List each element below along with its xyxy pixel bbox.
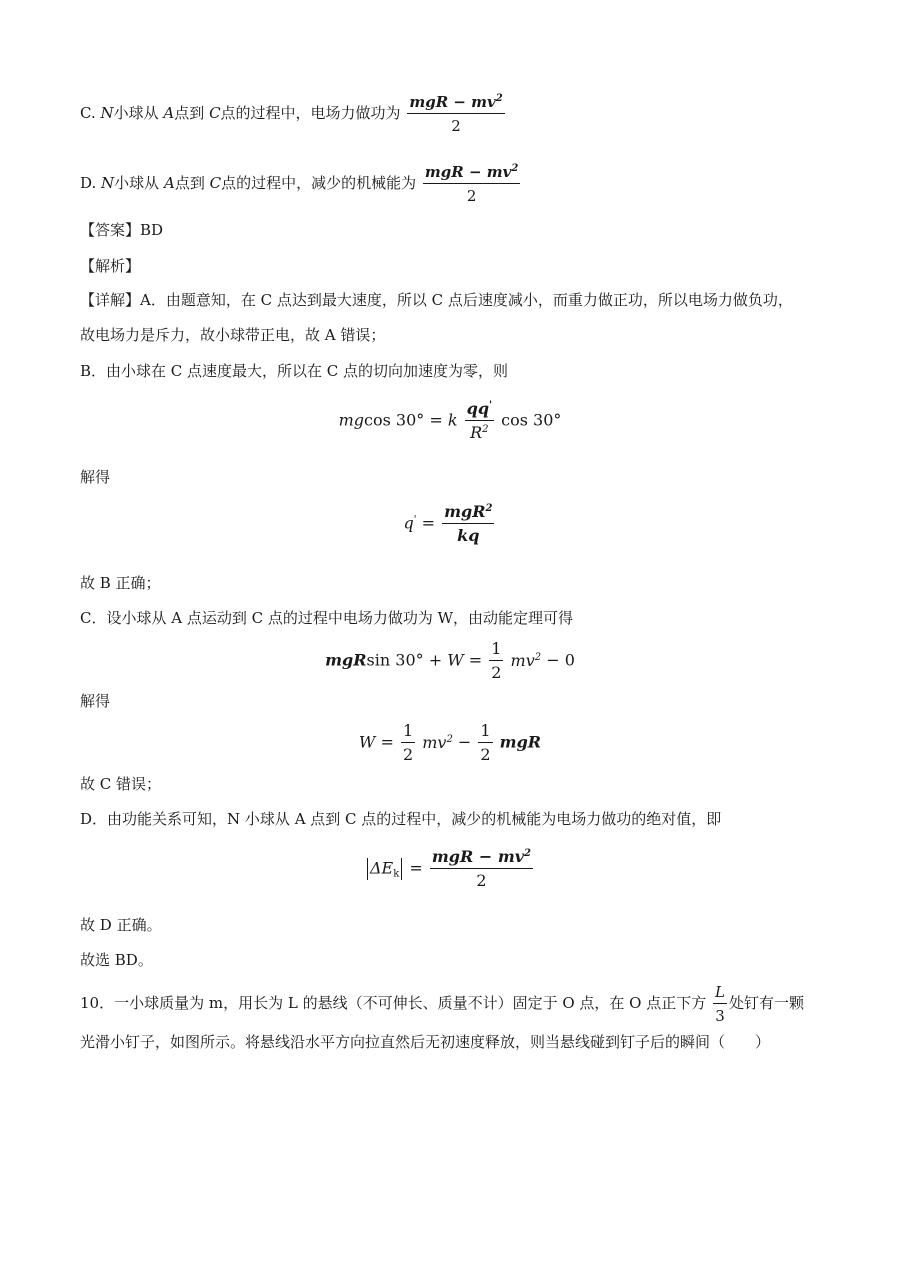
equation-5: $\Delta E_k$ = $\frac{mgR - mv^2}{2}$: [0, 848, 900, 890]
detail-a-line1: 【详解】A．由题意知，在 C 点达到最大速度，所以 C 点后速度减小，而重力做正功，所以电场力做负功，: [80, 291, 793, 309]
solve-label-1: 解得: [80, 468, 111, 486]
equation-1: mgcos 30° = k $\frac{qq'}{R^2}$ cos 30°: [338, 399, 562, 442]
option-d: D. N小球从 A点到 C点的过程中，减少的机械能为 $\frac{mgR - mv^2}{2}$: [80, 163, 519, 205]
solve-label-2: 解得: [80, 692, 111, 710]
option-c: C. N小球从 A点到 C点的过程中，电场力做功为 $\frac{mgR - mv^2}{2}$: [80, 93, 503, 135]
detail-c-line1: C．设小球从 A 点运动到 C 点的过程中电场力做功为 W，由动能定理可得: [80, 609, 574, 627]
option-c-fraction: $\frac{mgR - mv^2}{2}$: [409, 93, 503, 135]
question-10-line2: 光滑小钉子，如图所示。将悬线沿水平方向拉直然后无初速度释放，则当悬线碰到钉子后的瞬间（ ）: [80, 1033, 771, 1051]
equation-3: mgRsin 30° + W = $\frac{1}{2}$ $mv^2 - 0$: [325, 639, 575, 682]
answer-line: 【答案】BD: [80, 221, 164, 239]
analysis-heading: 【解析】: [80, 257, 141, 275]
equation-4: W = $\frac{1}{2}$ $mv^2$ − $\frac{1}{2}$ mgR: [358, 721, 542, 764]
equation-2: q' = $\frac{mgR^2}{kq}$: [403, 502, 493, 545]
detail-d-line1: D．由功能关系可知，N 小球从 A 点到 C 点的过程中，减少的机械能为电场力做功的绝对值，即: [80, 810, 722, 828]
detail-d-line2: 故 D 正确。: [80, 916, 162, 934]
detail-b-line2: 故 B 正确；: [80, 574, 161, 592]
question-10-line1: 10．一小球质量为 m，用长为 L 的悬线（不可伸长、质量不计）固定于 O 点，在 O 点正下方 $\frac{L}{3}$ 处钉有一颗: [80, 983, 805, 1025]
detail-c-line2: 故 C 错误；: [80, 775, 162, 793]
final-choice: 故选 BD。: [80, 951, 153, 969]
detail-a-line2: 故电场力是斥力，故小球带正电，故 A 错误；: [80, 326, 386, 344]
option-d-fraction: $\frac{mgR - mv^2}{2}$: [424, 163, 519, 205]
detail-b-line1: B．由小球在 C 点速度最大，所以在 C 点的切向加速度为零，则: [80, 362, 509, 380]
